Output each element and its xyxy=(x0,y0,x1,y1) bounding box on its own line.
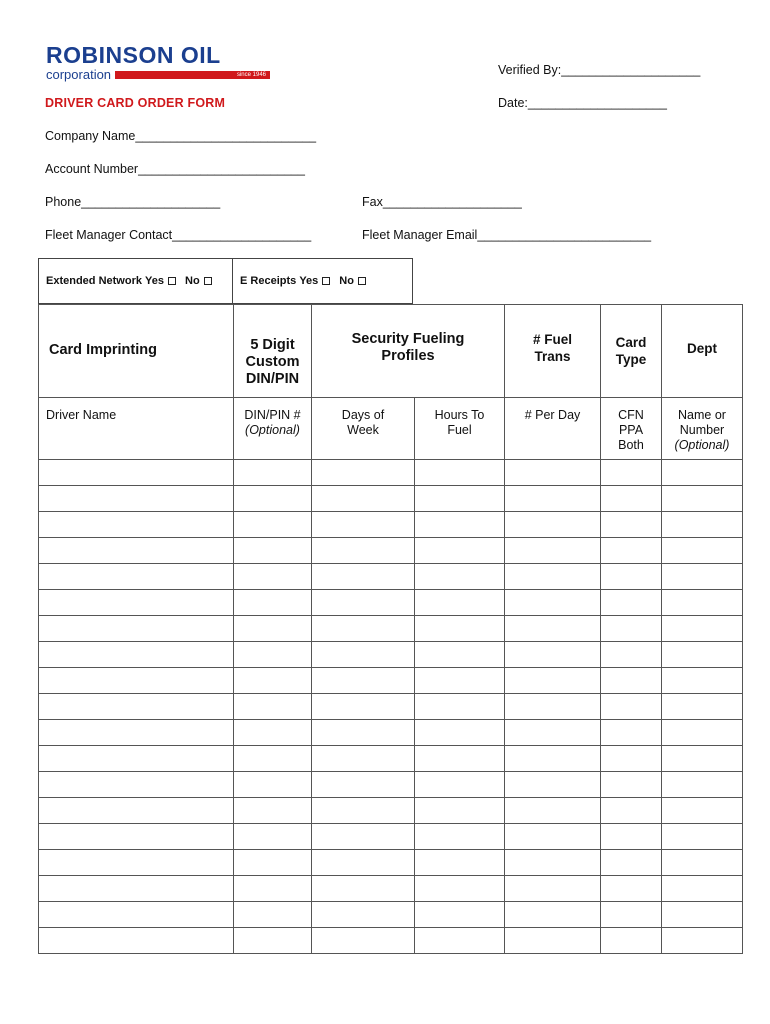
dept-cell[interactable] xyxy=(662,746,743,772)
card-type-both: Both xyxy=(618,438,644,452)
fleet-manager-email-field[interactable]: Fleet Manager Email_________________________ xyxy=(362,228,652,242)
dept-cell[interactable] xyxy=(662,590,743,616)
din-pin-cell[interactable] xyxy=(234,668,312,694)
per-day-cell[interactable] xyxy=(505,538,601,564)
driver-name-cell[interactable] xyxy=(39,460,234,486)
card-type-header xyxy=(601,305,662,398)
per-day-header xyxy=(505,398,601,460)
card-type-cell[interactable] xyxy=(601,850,662,876)
din-pin-label: DIN/PIN # xyxy=(244,408,301,422)
card-type-ppa: PPA xyxy=(618,423,644,437)
verified-by-field[interactable]: Verified By:____________________ xyxy=(498,63,701,77)
din-pin-cell[interactable] xyxy=(234,564,312,590)
fuel-trans-header xyxy=(505,305,601,398)
driver-name-cell[interactable] xyxy=(39,876,234,902)
hours-to-fuel-cell[interactable] xyxy=(415,616,505,642)
phone-field[interactable]: Phone____________________ xyxy=(45,195,221,209)
dept-cell[interactable] xyxy=(662,798,743,824)
driver-card-table xyxy=(38,304,743,954)
dept-label: Dept xyxy=(687,341,717,356)
dept-cell[interactable] xyxy=(662,460,743,486)
fuel-trans-line-1: # Fuel xyxy=(532,332,572,347)
days-of-week-line-2: Week xyxy=(347,423,379,437)
per-day-cell[interactable] xyxy=(505,460,601,486)
name-or-number-note: (Optional) xyxy=(674,438,730,452)
driver-name-cell[interactable] xyxy=(39,824,234,850)
extended-network-yes-checkbox[interactable] xyxy=(168,277,176,285)
table-row xyxy=(39,564,743,590)
driver-name-cell[interactable] xyxy=(39,590,234,616)
extended-network-no-label: No xyxy=(185,275,200,287)
din-pin-cell[interactable] xyxy=(234,928,312,954)
dept-cell[interactable] xyxy=(662,772,743,798)
dept-header xyxy=(662,305,743,398)
table-row xyxy=(39,616,743,642)
din-pin-cell[interactable] xyxy=(234,512,312,538)
extended-network-option xyxy=(38,258,233,304)
din-pin-cell[interactable] xyxy=(234,590,312,616)
card-type-cell[interactable] xyxy=(601,798,662,824)
din-pin-cell[interactable] xyxy=(234,642,312,668)
logo-since-text: since 1946 xyxy=(236,71,266,78)
driver-name-cell[interactable] xyxy=(39,616,234,642)
company-name-field[interactable]: Company Name__________________________ xyxy=(45,129,317,143)
din-pin-cell[interactable] xyxy=(234,746,312,772)
din-pin-cell[interactable] xyxy=(234,772,312,798)
dept-cell[interactable] xyxy=(662,902,743,928)
days-of-week-cell[interactable] xyxy=(312,824,415,850)
per-day-cell[interactable] xyxy=(505,590,601,616)
days-of-week-cell[interactable] xyxy=(312,772,415,798)
per-day-cell[interactable] xyxy=(505,850,601,876)
table-row xyxy=(39,460,743,486)
hours-to-fuel-line-2: Fuel xyxy=(447,423,472,437)
date-field[interactable]: Date:____________________ xyxy=(498,96,667,110)
days-of-week-cell[interactable] xyxy=(312,590,415,616)
days-of-week-cell[interactable] xyxy=(312,564,415,590)
din-pin-cell[interactable] xyxy=(234,824,312,850)
hours-to-fuel-cell[interactable] xyxy=(415,486,505,512)
card-type-cell[interactable] xyxy=(601,538,662,564)
per-day-cell[interactable] xyxy=(505,928,601,954)
table-row xyxy=(39,486,743,512)
days-of-week-cell[interactable] xyxy=(312,642,415,668)
days-of-week-cell[interactable] xyxy=(312,460,415,486)
din-pin-cell[interactable] xyxy=(234,486,312,512)
group-header-row xyxy=(39,305,743,398)
e-receipts-yes-label: Yes xyxy=(299,275,319,287)
per-day-cell[interactable] xyxy=(505,642,601,668)
dept-cell[interactable] xyxy=(662,486,743,512)
din-pin-cell[interactable] xyxy=(234,902,312,928)
card-type-cell[interactable] xyxy=(601,876,662,902)
dept-cell[interactable] xyxy=(662,616,743,642)
account-number-field[interactable]: Account Number________________________ xyxy=(45,162,305,176)
name-or-number-line-1: Name or xyxy=(678,408,726,422)
card-type-values-header xyxy=(601,398,662,460)
table-row xyxy=(39,694,743,720)
hours-to-fuel-cell[interactable] xyxy=(415,902,505,928)
driver-name-cell[interactable] xyxy=(39,668,234,694)
hours-to-fuel-cell[interactable] xyxy=(415,564,505,590)
per-day-label: # Per Day xyxy=(524,408,581,422)
card-type-line-1: Card xyxy=(615,335,647,350)
driver-name-cell[interactable] xyxy=(39,538,234,564)
driver-name-cell[interactable] xyxy=(39,694,234,720)
days-of-week-cell[interactable] xyxy=(312,668,415,694)
dept-cell[interactable] xyxy=(662,928,743,954)
per-day-cell[interactable] xyxy=(505,902,601,928)
column-header-row xyxy=(39,398,743,460)
per-day-cell[interactable] xyxy=(505,486,601,512)
dept-cell[interactable] xyxy=(662,564,743,590)
days-of-week-cell[interactable] xyxy=(312,616,415,642)
card-type-cell[interactable] xyxy=(601,564,662,590)
dept-cell[interactable] xyxy=(662,824,743,850)
security-profiles-line-2: Profiles xyxy=(381,348,435,364)
e-receipts-label: E Receipts xyxy=(240,275,297,287)
table-row xyxy=(39,590,743,616)
driver-name-header xyxy=(39,398,234,460)
card-type-cell[interactable] xyxy=(601,694,662,720)
table-row xyxy=(39,902,743,928)
card-type-line-2: Type xyxy=(615,352,647,367)
card-type-cfn: CFN xyxy=(618,408,644,422)
security-profiles-line-1: Security Fueling xyxy=(351,331,465,347)
security-profiles-header xyxy=(312,305,505,398)
hours-to-fuel-cell[interactable] xyxy=(415,720,505,746)
hours-to-fuel-cell[interactable] xyxy=(415,512,505,538)
days-of-week-cell[interactable] xyxy=(312,876,415,902)
driver-name-cell[interactable] xyxy=(39,798,234,824)
extended-network-yes-label: Yes xyxy=(145,275,164,287)
logo-red-bar xyxy=(115,71,270,79)
driver-name-cell[interactable] xyxy=(39,746,234,772)
name-or-number-header xyxy=(662,398,743,460)
per-day-cell[interactable] xyxy=(505,668,601,694)
din-pin-cell[interactable] xyxy=(234,538,312,564)
per-day-cell[interactable] xyxy=(505,720,601,746)
hours-to-fuel-cell[interactable] xyxy=(415,850,505,876)
hours-to-fuel-cell[interactable] xyxy=(415,538,505,564)
days-of-week-line-1: Days of xyxy=(341,408,385,422)
din-pin-cell[interactable] xyxy=(234,720,312,746)
hours-to-fuel-cell[interactable] xyxy=(415,928,505,954)
fuel-trans-line-2: Trans xyxy=(534,349,571,364)
card-type-cell[interactable] xyxy=(601,746,662,772)
table-row xyxy=(39,850,743,876)
custom-pin-line-3: DIN/PIN xyxy=(245,371,300,387)
driver-name-cell[interactable] xyxy=(39,850,234,876)
table-row xyxy=(39,824,743,850)
name-or-number-line-2: Number xyxy=(679,423,725,437)
card-type-cell[interactable] xyxy=(601,590,662,616)
table-row xyxy=(39,772,743,798)
din-pin-cell[interactable] xyxy=(234,798,312,824)
din-pin-cell[interactable] xyxy=(234,460,312,486)
card-type-cell[interactable] xyxy=(601,642,662,668)
card-type-cell[interactable] xyxy=(601,720,662,746)
driver-name-cell[interactable] xyxy=(39,902,234,928)
hours-to-fuel-cell[interactable] xyxy=(415,590,505,616)
table-row xyxy=(39,798,743,824)
e-receipts-yes-checkbox[interactable] xyxy=(322,277,330,285)
dept-cell[interactable] xyxy=(662,850,743,876)
per-day-cell[interactable] xyxy=(505,564,601,590)
fax-field[interactable]: Fax____________________ xyxy=(362,195,522,209)
e-receipts-no-label: No xyxy=(339,275,354,287)
extended-network-label: Extended Network xyxy=(46,275,142,287)
din-pin-note: (Optional) xyxy=(245,423,300,437)
per-day-cell[interactable] xyxy=(505,616,601,642)
din-pin-cell[interactable] xyxy=(234,616,312,642)
driver-name-label: Driver Name xyxy=(46,408,117,422)
hours-to-fuel-cell[interactable] xyxy=(415,876,505,902)
days-of-week-header xyxy=(312,398,415,460)
card-imprinting-header xyxy=(39,305,234,398)
table-row xyxy=(39,876,743,902)
per-day-cell[interactable] xyxy=(505,694,601,720)
days-of-week-cell[interactable] xyxy=(312,538,415,564)
hours-to-fuel-cell[interactable] xyxy=(415,694,505,720)
per-day-cell[interactable] xyxy=(505,824,601,850)
days-of-week-cell[interactable] xyxy=(312,694,415,720)
table-row xyxy=(39,720,743,746)
robinson-oil-logo xyxy=(46,44,270,81)
dept-cell[interactable] xyxy=(662,512,743,538)
per-day-cell[interactable] xyxy=(505,798,601,824)
card-type-cell[interactable] xyxy=(601,460,662,486)
table-row xyxy=(39,928,743,954)
hours-to-fuel-cell[interactable] xyxy=(415,772,505,798)
dept-cell[interactable] xyxy=(662,694,743,720)
card-type-cell[interactable] xyxy=(601,616,662,642)
dept-cell[interactable] xyxy=(662,876,743,902)
card-imprinting-label: Card Imprinting xyxy=(49,342,157,358)
card-type-cell[interactable] xyxy=(601,772,662,798)
table-row xyxy=(39,642,743,668)
hours-to-fuel-cell[interactable] xyxy=(415,824,505,850)
driver-name-cell[interactable] xyxy=(39,486,234,512)
driver-name-cell[interactable] xyxy=(39,928,234,954)
e-receipts-option xyxy=(232,258,413,304)
driver-name-cell[interactable] xyxy=(39,512,234,538)
days-of-week-cell[interactable] xyxy=(312,928,415,954)
card-type-cell[interactable] xyxy=(601,928,662,954)
custom-pin-header xyxy=(234,305,312,398)
table-row xyxy=(39,538,743,564)
per-day-cell[interactable] xyxy=(505,746,601,772)
logo-sub-text: corporation xyxy=(46,67,112,82)
card-type-cell[interactable] xyxy=(601,668,662,694)
dept-cell[interactable] xyxy=(662,668,743,694)
driver-name-cell[interactable] xyxy=(39,772,234,798)
dept-cell[interactable] xyxy=(662,720,743,746)
days-of-week-cell[interactable] xyxy=(312,720,415,746)
days-of-week-cell[interactable] xyxy=(312,512,415,538)
card-type-cell[interactable] xyxy=(601,824,662,850)
din-pin-cell[interactable] xyxy=(234,876,312,902)
days-of-week-cell[interactable] xyxy=(312,902,415,928)
din-pin-cell[interactable] xyxy=(234,850,312,876)
hours-to-fuel-cell[interactable] xyxy=(415,668,505,694)
custom-pin-line-1: 5 Digit xyxy=(250,337,295,353)
custom-pin-line-2: Custom xyxy=(245,354,300,370)
driver-name-cell[interactable] xyxy=(39,720,234,746)
hours-to-fuel-cell[interactable] xyxy=(415,642,505,668)
hours-to-fuel-header xyxy=(415,398,505,460)
hours-to-fuel-cell[interactable] xyxy=(415,460,505,486)
logo-brand-text: ROBINSON OIL xyxy=(46,42,221,68)
days-of-week-cell[interactable] xyxy=(312,746,415,772)
din-pin-cell[interactable] xyxy=(234,694,312,720)
per-day-cell[interactable] xyxy=(505,772,601,798)
driver-name-cell[interactable] xyxy=(39,564,234,590)
hours-to-fuel-cell[interactable] xyxy=(415,746,505,772)
driver-name-cell[interactable] xyxy=(39,642,234,668)
dept-cell[interactable] xyxy=(662,642,743,668)
e-receipts-no-checkbox[interactable] xyxy=(358,277,366,285)
per-day-cell[interactable] xyxy=(505,512,601,538)
days-of-week-cell[interactable] xyxy=(312,850,415,876)
per-day-cell[interactable] xyxy=(505,876,601,902)
table-row xyxy=(39,512,743,538)
fleet-manager-contact-field[interactable]: Fleet Manager Contact____________________ xyxy=(45,228,312,242)
table-row xyxy=(39,668,743,694)
table-row xyxy=(39,746,743,772)
card-type-cell[interactable] xyxy=(601,512,662,538)
card-type-cell[interactable] xyxy=(601,486,662,512)
form-title: DRIVER CARD ORDER FORM xyxy=(45,96,226,110)
days-of-week-cell[interactable] xyxy=(312,798,415,824)
days-of-week-cell[interactable] xyxy=(312,486,415,512)
extended-network-no-checkbox[interactable] xyxy=(204,277,212,285)
card-type-cell[interactable] xyxy=(601,902,662,928)
dept-cell[interactable] xyxy=(662,538,743,564)
hours-to-fuel-line-1: Hours To xyxy=(434,408,485,422)
hours-to-fuel-cell[interactable] xyxy=(415,798,505,824)
din-pin-header xyxy=(234,398,312,460)
